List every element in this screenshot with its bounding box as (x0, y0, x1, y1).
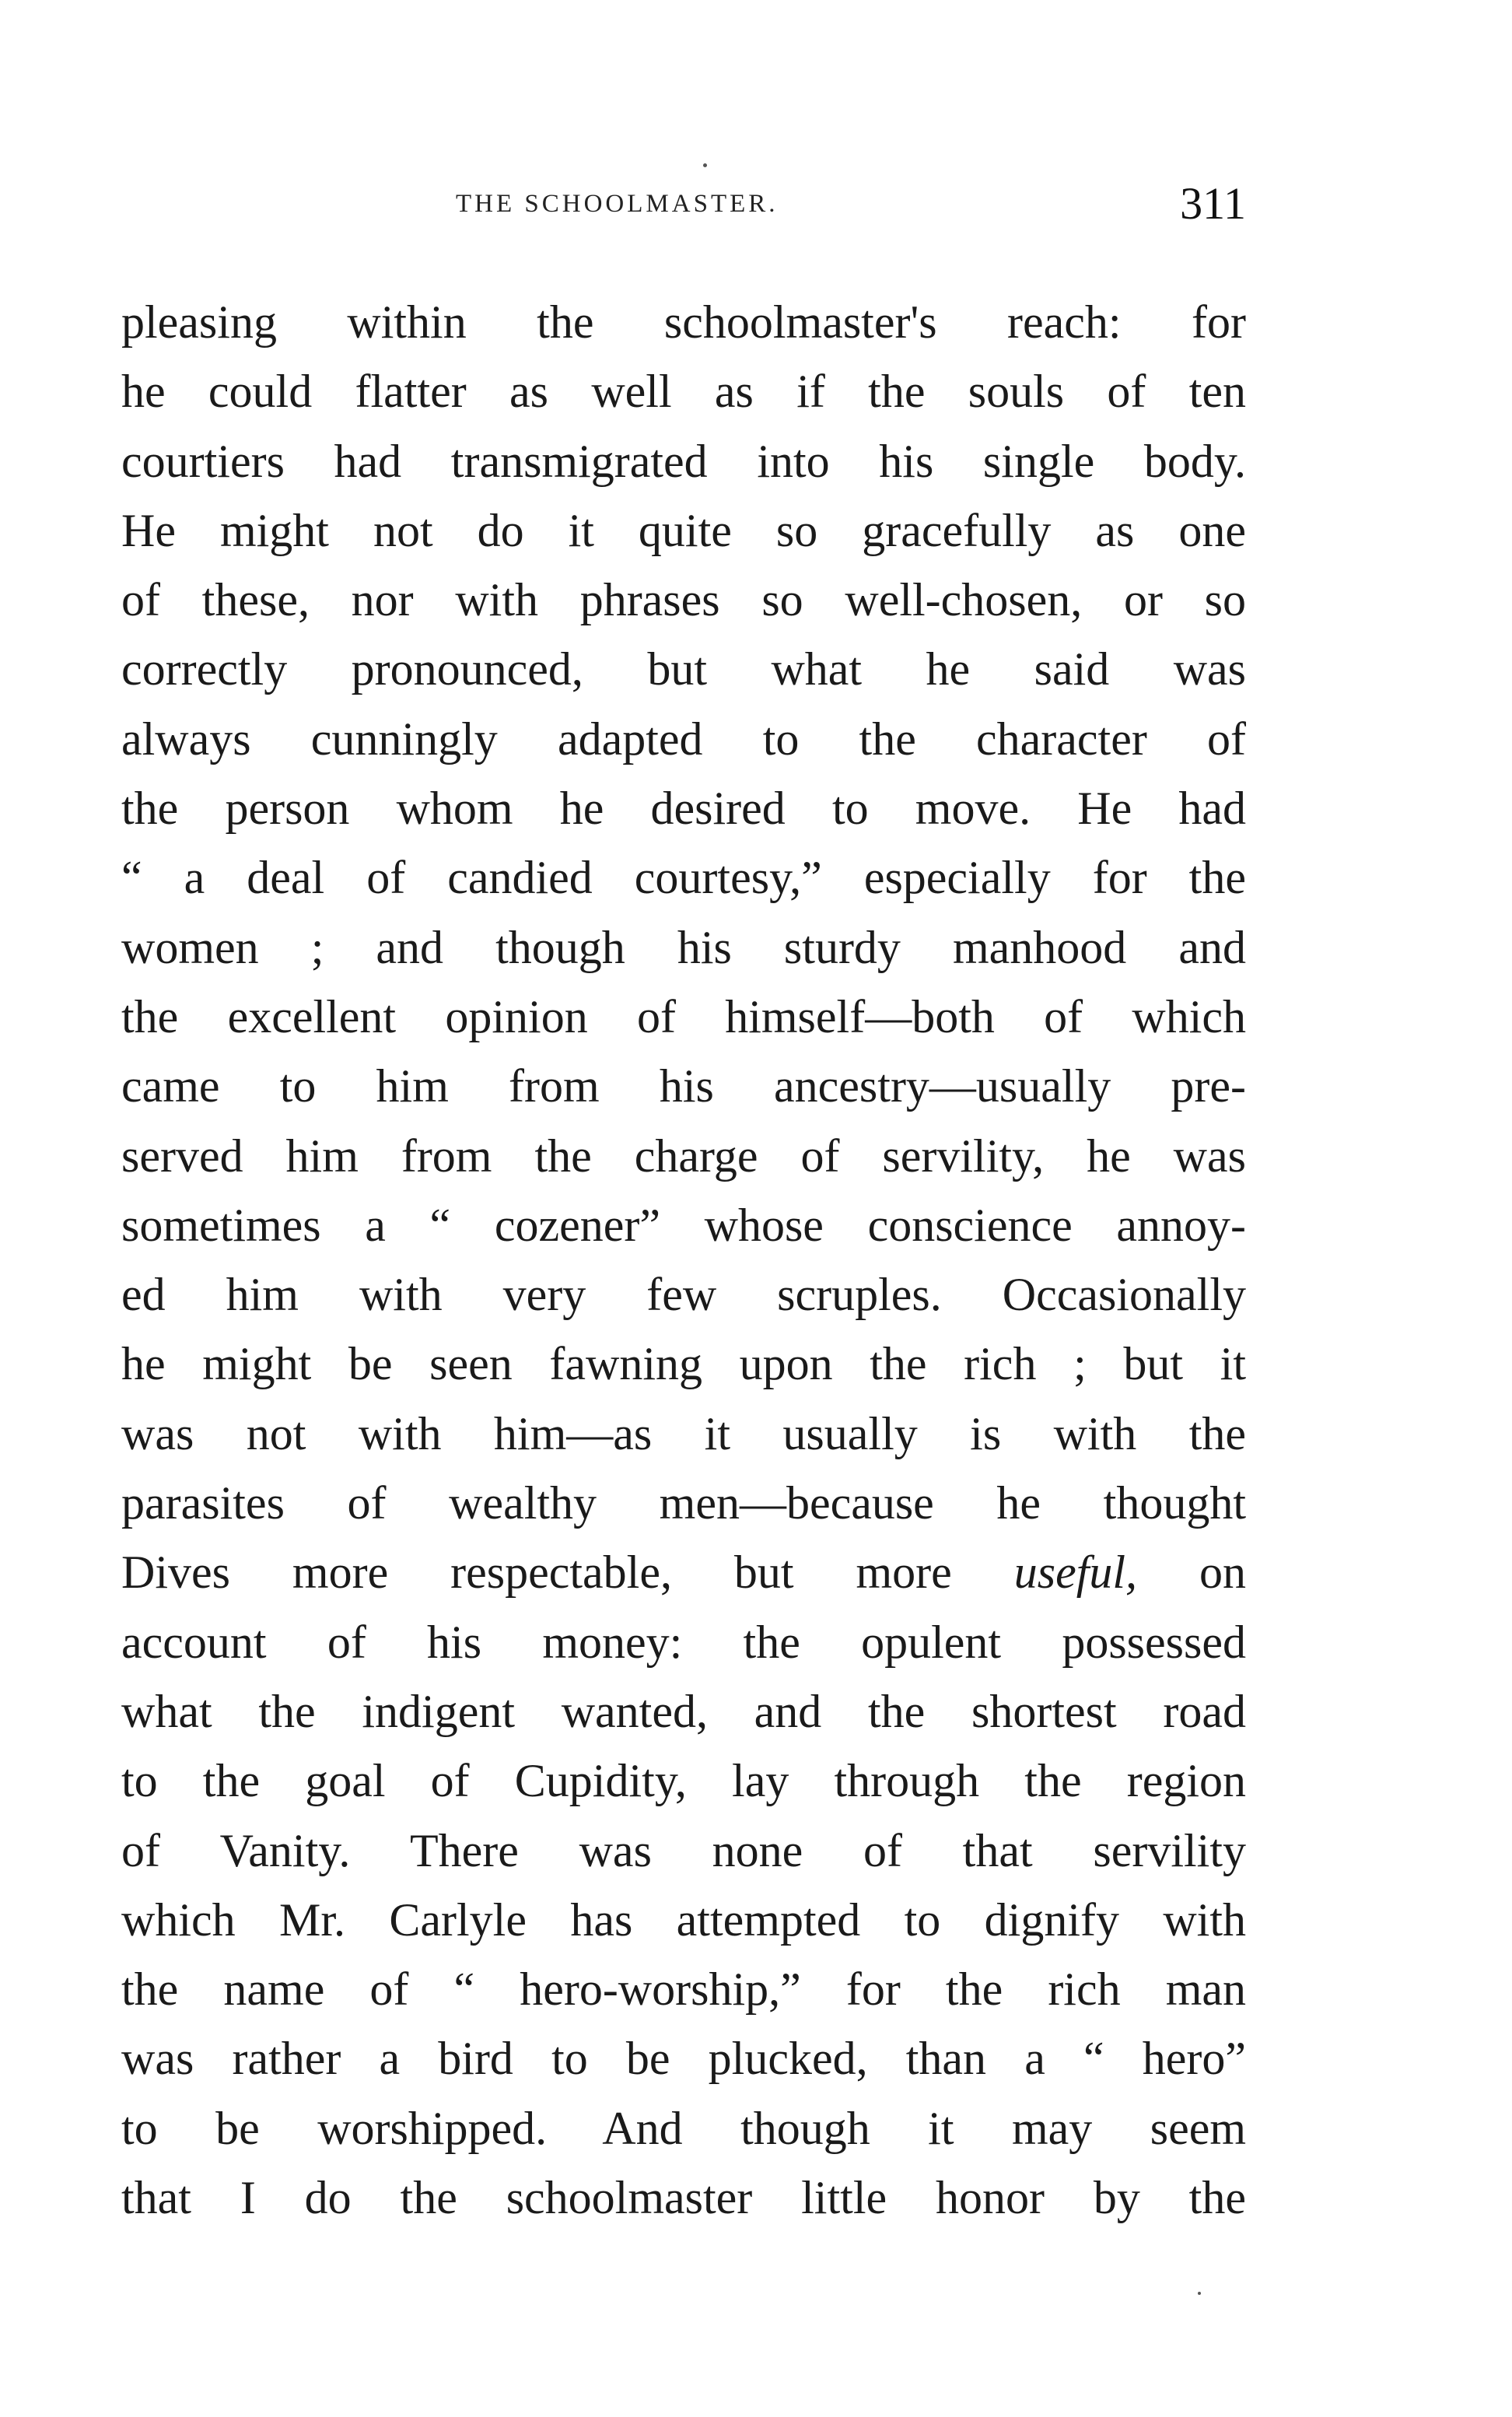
text-line: to the goal of Cupidity, lay through the region (121, 1755, 1246, 1807)
text-line: “ a deal of candied courtesy,” especially for the (121, 852, 1246, 904)
text-line: pleasing within the schoolmaster's reach: for (121, 296, 1246, 348)
text-line: was rather a bird to be plucked, than a “ hero” (121, 2033, 1246, 2085)
text-line: sometimes a “ cozener” whose conscience annoy- (121, 1199, 1246, 1251)
page-number: 311 (1180, 178, 1246, 229)
text-line: that I do the schoolmaster little honor by the (121, 2172, 1246, 2224)
text-line: he could flatter as well as if the souls of ten (121, 366, 1246, 418)
text-segment: on (1137, 1547, 1246, 1599)
body-text (121, 288, 1246, 2233)
ink-speck (1198, 2292, 1201, 2295)
running-title: THE SCHOOLMASTER. (456, 190, 779, 218)
text-line: was not with him—as it usually is with the (121, 1407, 1246, 1459)
ink-speck (703, 163, 707, 167)
text-segment: Dives more respectable, but more (121, 1547, 1014, 1599)
italic-word: useful, (1013, 1547, 1138, 1599)
text-line: the name of “ hero-worship,” for the rich man (121, 1963, 1246, 2016)
text-line: came to him from his ancestry—usually pre- (121, 1060, 1246, 1112)
text-line: which Mr. Carlyle has attempted to dignify with (121, 1893, 1246, 1946)
text-line: the person whom he desired to move. He had (121, 783, 1246, 835)
text-line: account of his money: the opulent possessed (121, 1616, 1246, 1668)
text-line: what the indigent wanted, and the shortest road (121, 1685, 1246, 1737)
text-line: of Vanity. There was none of that servility (121, 1824, 1246, 1876)
text-line: courtiers had transmigrated into his single body. (121, 435, 1246, 487)
text-line: of these, nor with phrases so well-chosen, or so (121, 574, 1246, 626)
text-line: to be worshipped. And though it may seem (121, 2102, 1246, 2154)
text-line: served him from the charge of servility, he was (121, 1130, 1246, 1182)
text-line: He might not do it quite so gracefully as one (121, 504, 1246, 556)
text-line: correctly pronounced, but what he said was (121, 643, 1246, 695)
running-head (121, 177, 1246, 232)
text-line: parasites of wealthy men—because he thought (121, 1477, 1246, 1529)
text-line: always cunningly adapted to the character of (121, 713, 1246, 765)
text-line-with-italic (121, 1538, 1246, 1607)
text-line: ed him with very few scruples. Occasionally (121, 1269, 1246, 1321)
text-line: he might be seen fawning upon the rich ; but it (121, 1338, 1246, 1390)
text-line: women ; and though his sturdy manhood and (121, 921, 1246, 973)
text-line: the excellent opinion of himself—both of which (121, 990, 1246, 1042)
